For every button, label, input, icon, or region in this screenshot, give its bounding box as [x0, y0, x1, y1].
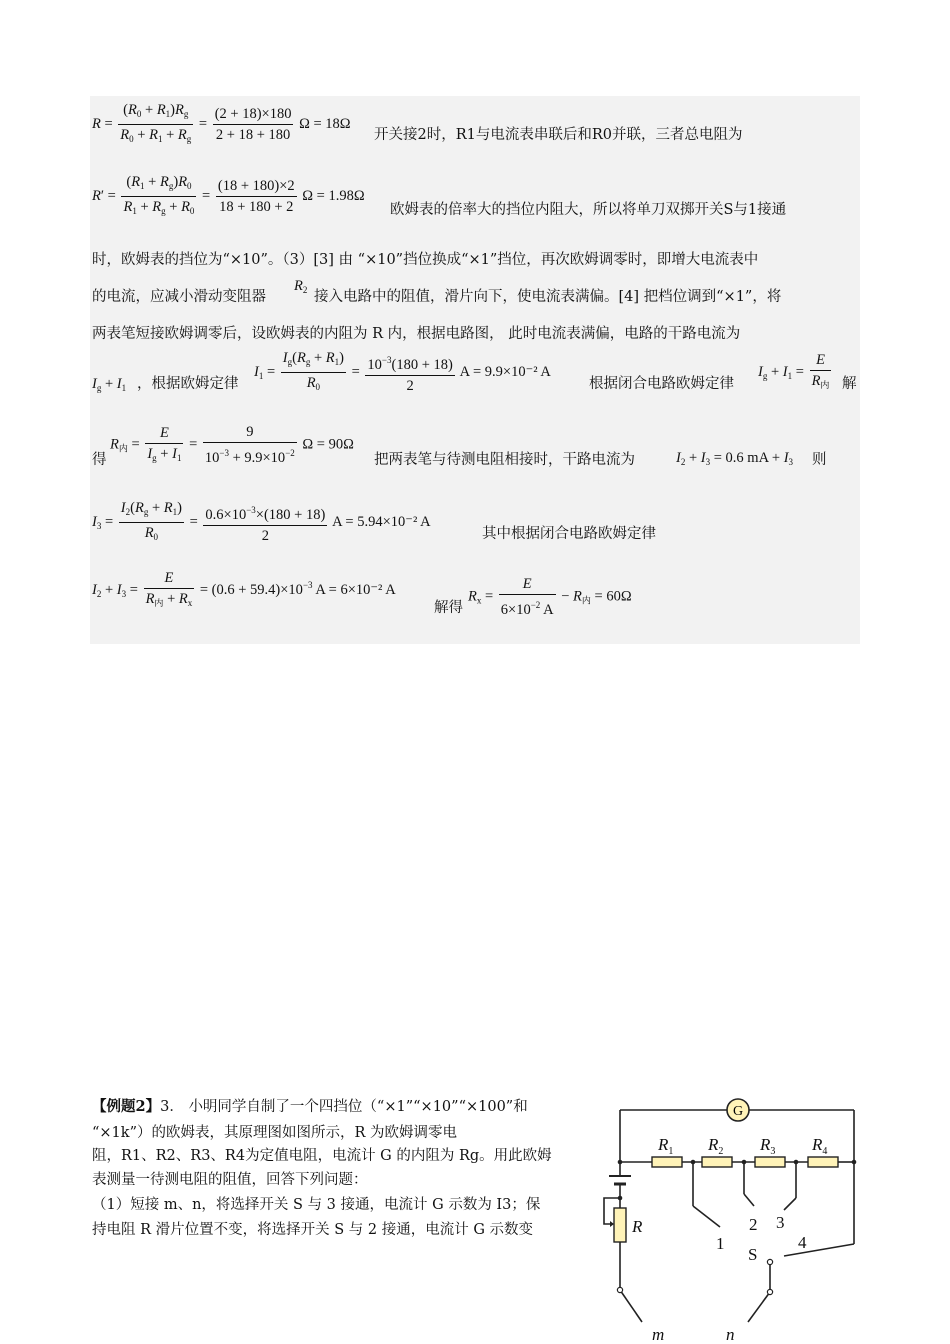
resistor-r3-label: $R_3$ [760, 1135, 776, 1157]
terminal-n-label: n [726, 1325, 735, 1344]
equation-line-9-right: $R_x$ = $\frac{E}{6\times 10^{-2} A}$ − $R_内 = 60\Omega$ [468, 576, 632, 618]
solution-line-4a: 的电流，应减小滑动变阻器 [92, 289, 266, 305]
example-line-6: 持电阻 R 滑片位置不变，将选择开关 S 与 2 接通，电流计 G 示数变 [92, 1222, 534, 1238]
switch-label: S [748, 1245, 758, 1264]
solution-line-2-text: 欧姆表的倍率大的挡位内阻大，所以将单刀双掷开关S与1接通 [390, 202, 787, 218]
example-number: 3． [160, 1099, 184, 1115]
resistor-r2-label: $R_2$ [708, 1135, 724, 1157]
solution-line-5: 两表笔短接欧姆调零后，设欧姆表的内阻为 R 内，根据电路图， 此时电流表满偏，电路的干路电流为 [92, 326, 741, 342]
equation-line-7: $R_内$ = $\frac{E}{I_g + I_1}$ = $\frac{9}{10^{-3} + 9.9\times 10^{-2}}$ Ω = 90Ω [110, 424, 354, 466]
example-line-3: 阻，R1、R2、R3、R4为定值电阻，电流计 G 的内阻为 Rg。用此欧姆 [92, 1148, 552, 1164]
example-text-1: 小明同学自制了一个四挡位（“×1”“×10”“×100”和 [188, 1099, 528, 1115]
solution-line-7b: 把两表笔与待测电阻相接时，干路电流为 [374, 452, 635, 468]
terminal-m-label: m [652, 1325, 665, 1344]
ig-plus-i1: $I_g + I_1$ [92, 376, 127, 393]
equation-line-8: $I_3$ = $\frac{I_2(R_g + R_1)}{R_0}$ = $\frac{0.6\times 10^{-3}\times(180 + 18)}{2}$ A = 5.94×10⁻² A [92, 500, 431, 544]
eq1-value: 18Ω [325, 115, 351, 132]
contact-4-label: 4 [798, 1233, 807, 1252]
solution-line-6c: 解 [842, 376, 857, 392]
eq6-value: 6×10⁻² A [340, 581, 396, 598]
rheostat-label: R [632, 1217, 643, 1236]
equation-line-6: $I_1$ = $\frac{I_g(R_g + R_1)}{R_0}$ = $\frac{10^{-3}(180 + 18)}{2}$ A = 9.9×10⁻² A [254, 350, 551, 394]
solution-line-7c: 则 [812, 452, 827, 468]
solution-line-3: 时，欧姆表的挡位为“×10”。（3）[3] 由 “×10”挡位换成“×1”挡位，再次欧姆调零时，即增大电流表中 [92, 252, 759, 268]
r2-symbol: $R_2$ [294, 278, 308, 295]
eq3-value: 9.9×10⁻² A [484, 363, 551, 380]
equation-line-2: R′ = $\frac{(R_1 + R_g)R_0}{R_1 + R_g + R_0}$ = $\frac{(18 + 180)\times 2}{18 + 180 + 2}$ Ω = 1.98Ω [92, 174, 365, 216]
example-line-2: “×1k”）的欧姆表，其原理图如图所示，R 为欧姆调零电 [92, 1125, 458, 1141]
solution-line-8-text: 其中根据闭合电路欧姆定律 [482, 526, 656, 542]
example-line-4: 表测量一待测电阻的阻值，回答下列问题： [92, 1172, 368, 1188]
resistor-r1-label: $R_1$ [658, 1135, 674, 1157]
solution-line-4b: 接入电路中的阻值，滑片向下，使电流表满偏。[4] 把档位调到“×1”，将 [314, 289, 782, 305]
equation-line-6-right: $I_g + I_1$ = $\frac{E}{R_内}$ [758, 352, 830, 390]
equation-line-1: R = $\frac{(R_0 + R_1)R_g}{R_0 + R_1 + R_g}$ = $\frac{(2 + 18)\times 180}{2 + 18 + 180}$ Ω = 18Ω [92, 102, 351, 144]
solution-line-1-text: 开关接2时，R1与电流表串联后和R0并联，三者总电阻为 [374, 127, 743, 143]
solution-line-6b: 根据闭合电路欧姆定律 [589, 376, 734, 392]
equation-line-9: $I_2 + I_3$ = $\frac{E}{R_内 + R_x}$ = $(0.6 + 59.4)\times 10^{-3}$ A = 6×10⁻² A [92, 570, 396, 608]
galvanometer-label: G [732, 1104, 744, 1119]
solution-line-7a: 得 [92, 452, 107, 468]
eq7-value: 60Ω [606, 588, 632, 605]
eq4-value: 90Ω [328, 436, 354, 453]
example-line-5: （1）短接 m、n，将选择开关 S 与 3 接通，电流计 G 示数为 I3；保 [92, 1197, 541, 1213]
contact-3-label: 3 [776, 1213, 785, 1232]
example-label: 【例题2】 [92, 1098, 161, 1115]
eq2-value: 1.98Ω [328, 187, 365, 204]
resistor-r4-label: $R_4$ [812, 1135, 828, 1157]
example-line-1 [92, 1096, 528, 1118]
ohmmeter-circuit-diagram [598, 1094, 868, 1344]
eq5-value: 5.94×10⁻² A [357, 513, 431, 530]
solution-line-9-text: 解得 [434, 600, 463, 616]
current-expression: $I_2 + I_3 = 0.6$ mA + $I_3$ [676, 450, 794, 467]
contact-1-label: 1 [716, 1234, 725, 1253]
solution-line-6a: ，根据欧姆定律 [137, 376, 239, 392]
contact-2-label: 2 [749, 1215, 758, 1234]
